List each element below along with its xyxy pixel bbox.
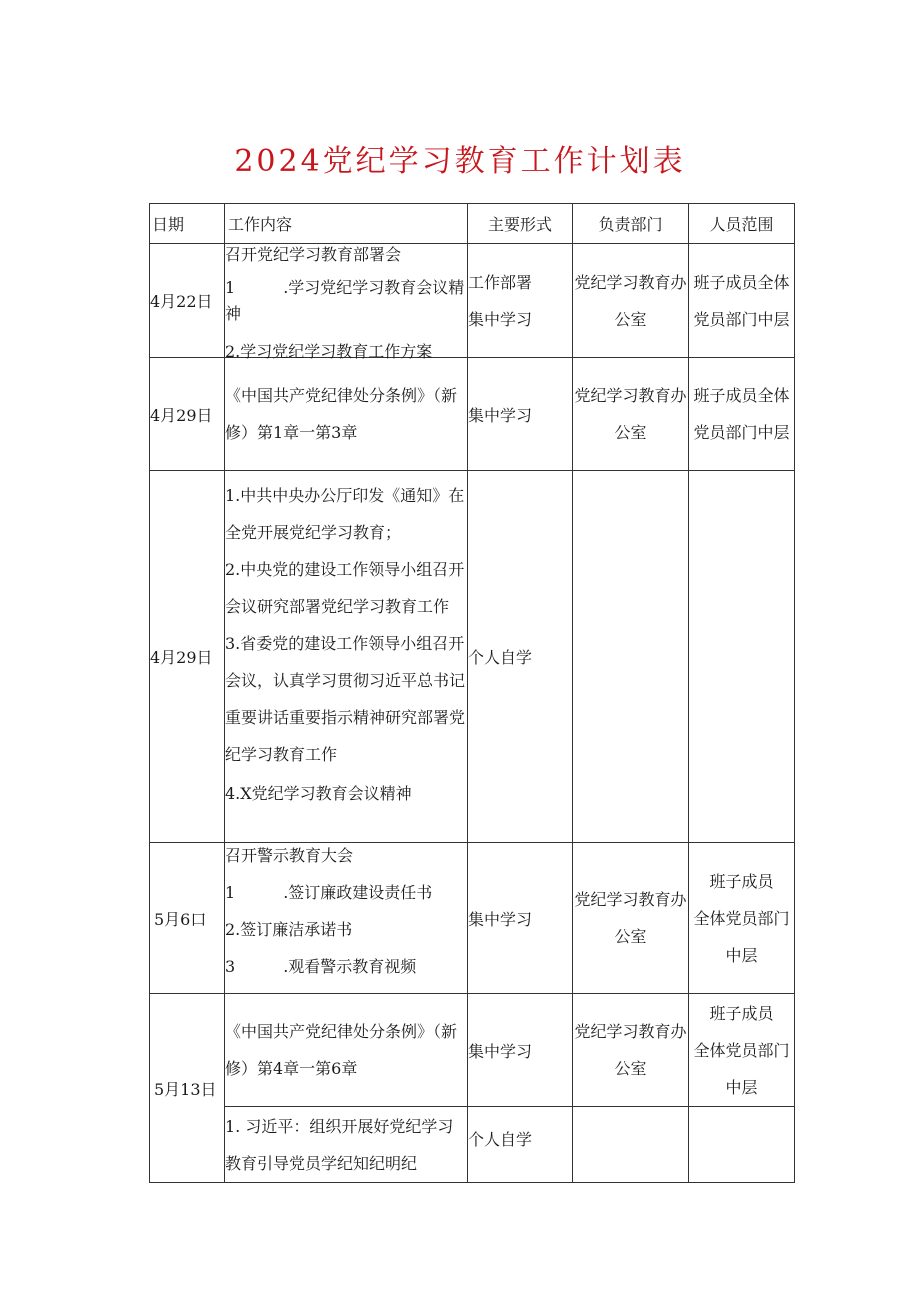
row-dept-empty	[573, 1107, 689, 1183]
row-content	[225, 843, 468, 994]
table-row	[150, 244, 795, 358]
row-form: 个人自学	[468, 471, 573, 843]
row-scope: 班子成员全体党员部门中层	[689, 244, 795, 358]
content-item: 1 .学习党纪学习教育会议精神	[225, 278, 465, 323]
row-scope-empty	[689, 1107, 795, 1183]
table-row	[150, 471, 795, 843]
header-date: 日期	[150, 204, 225, 244]
row-dept: 党纪学习教育办公室	[573, 244, 689, 358]
content-item: 1 .签订廉政建设责任书	[225, 883, 433, 902]
row-dept: 党纪学习教育办公室	[573, 994, 689, 1107]
content-item: 3.省委党的建设工作领导小组召开会议，认真学习贯彻习近平总书记重要讲话重要指示精神研究部署党纪学习教育工作	[225, 634, 466, 764]
page-title: 2024党纪学习教育工作计划表	[234, 144, 686, 179]
row-form: 集中学习	[468, 358, 573, 471]
row-form: 集中学习	[468, 994, 573, 1107]
content-item: 3 .观看警示教育视频	[225, 957, 417, 976]
row-form: 工作部署 集中学习	[468, 244, 573, 358]
row-scope: 班子成员 全体党员部门 中层	[689, 843, 795, 994]
row-form: 个人自学	[468, 1107, 573, 1183]
row-dept: 党纪学习教育办公室	[573, 843, 689, 994]
row-scope-empty	[689, 471, 795, 843]
table-row	[150, 843, 795, 994]
row-dept: 党纪学习教育办公室	[573, 358, 689, 471]
content-item: 2.中央党的建设工作领导小组召开会议研究部署党纪学习教育工作	[225, 560, 465, 616]
content-item: 1.中共中央办公厅印发《通知》在全党开展党纪学习教育；	[225, 486, 465, 542]
content-title: 召开党纪学习教育部署会	[225, 245, 402, 264]
row-date: 4月29日	[150, 358, 225, 471]
row-scope: 班子成员全体党员部门中层	[689, 358, 795, 471]
header-scope: 人员范围	[689, 204, 795, 244]
row-date: 5月13日	[150, 994, 225, 1183]
table-row	[150, 358, 795, 471]
table-row	[150, 994, 795, 1107]
row-scope: 班子成员 全体党员部门 中层	[689, 994, 795, 1107]
content-title: 召开警示教育大会	[225, 846, 354, 865]
row-date: 5月6口	[150, 843, 225, 994]
content-item: 2.学习党纪学习教育工作方案	[225, 342, 433, 361]
header-form: 主要形式	[468, 204, 573, 244]
row-dept-empty	[573, 471, 689, 843]
header-dept: 负责部门	[573, 204, 689, 244]
content-item: 2.签订廉洁承诺书	[225, 920, 353, 939]
work-plan-table	[149, 203, 795, 1183]
row-content	[225, 471, 468, 843]
table-row	[150, 1107, 795, 1183]
content-item: 4.X党纪学习教育会议精神	[225, 784, 412, 803]
row-content: 《中国共产党纪律处分条例》（新修）第1章一第3章	[225, 358, 468, 471]
row-content: 《中国共产党纪律处分条例》（新修）第4章一第6章	[225, 994, 468, 1107]
row-content: 1. 习近平：组织开展好党纪学习教育引导党员学纪知纪明纪	[225, 1107, 468, 1183]
header-content: 工作内容	[225, 204, 468, 244]
row-content	[225, 244, 468, 361]
row-date: 4月29日	[150, 471, 225, 843]
row-date: 4月22日	[150, 244, 225, 358]
row-form: 集中学习	[468, 843, 573, 994]
